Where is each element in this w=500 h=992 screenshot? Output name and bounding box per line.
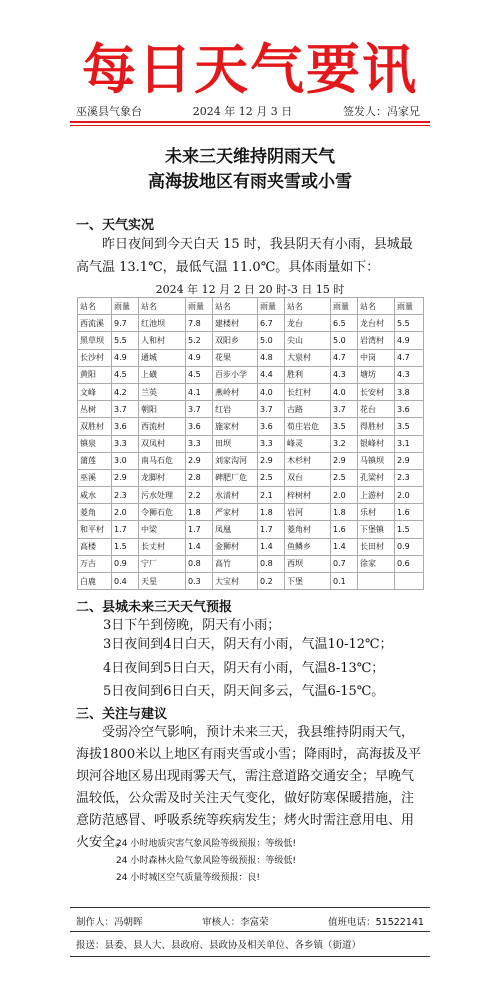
col-header-rainfall: 雨量 (112, 298, 139, 315)
rainfall-value: 2.9 (395, 452, 424, 469)
duty-phone: 值班电话：51522141 (328, 917, 424, 928)
rainfall-value: 1.6 (331, 521, 358, 538)
station-name: 刘家沟河 (213, 452, 258, 469)
rainfall-value: 5.2 (186, 332, 213, 349)
rainfall-value: 0.7 (331, 555, 358, 572)
rainfall-value: 3.3 (258, 435, 285, 452)
rainfall-value: 1.7 (112, 521, 139, 538)
footer-credits (76, 914, 424, 928)
table-row (78, 555, 424, 572)
col-header-station: 站名 (78, 298, 112, 315)
headline-line-2: 高海拔地区有雨夹雪或小雪 (148, 172, 352, 192)
rainfall-value: 0.8 (186, 555, 213, 572)
station-name: 中岗 (358, 349, 395, 366)
section-1-line: 昨日夜间到今天白天 15 时，我县阴天有小雨，县城最 (102, 237, 413, 252)
rainfall-value: 2.9 (331, 452, 358, 469)
station-name: 长田村 (358, 538, 395, 555)
issue-date: 2024 年 12 月 3 日 (192, 105, 293, 118)
rainfall-value: 3.7 (258, 401, 285, 418)
rainfall-value: 1.7 (186, 521, 213, 538)
forecast-item: 3日下午到傍晚，阴天有小雨； (103, 618, 281, 633)
rainfall-value: 5.0 (258, 332, 285, 349)
rainfall-value: 1.8 (186, 504, 213, 521)
bulletin-meta (76, 103, 420, 119)
forecast-item: 3日夜间到4日白天，阴天有小雨，气温10-12℃； (103, 637, 393, 652)
table-row (78, 332, 424, 349)
col-header-rainfall: 雨量 (395, 298, 424, 315)
rainfall-value: 4.3 (331, 366, 358, 383)
rainfall-value: 2.1 (258, 487, 285, 504)
section-3-title: 三、关注与建议 (76, 707, 168, 722)
station-name: 长丈村 (139, 538, 186, 555)
station-name: 高楼 (78, 538, 112, 555)
station-name: 田坝 (213, 435, 258, 452)
table-row (78, 573, 424, 590)
table-row (78, 487, 424, 504)
station-name: 文峰 (78, 383, 112, 400)
table-row (78, 315, 424, 332)
section-3-line: 受弱冷空气影响，预计未来三天，我县维持阴雨天气， (102, 725, 415, 740)
header-rule-thick (70, 121, 430, 123)
rainfall-value: 0.6 (395, 555, 424, 572)
station-name: 龙脚村 (139, 469, 186, 486)
table-row (78, 418, 424, 435)
rain-table-caption: 2024 年 12 月 2 日 20 时-3 日 15 时 (155, 283, 345, 296)
station-name: 黄阳 (78, 366, 112, 383)
col-header-station: 站名 (139, 298, 186, 315)
station-name: 宁厂 (139, 555, 186, 572)
station-name: 严家村 (213, 504, 258, 521)
station-name: 花果 (213, 349, 258, 366)
station-name: 污水处理 (139, 487, 186, 504)
rainfall-value: 5.5 (395, 315, 424, 332)
col-header-rainfall: 雨量 (331, 298, 358, 315)
station-name: 岩河 (285, 504, 331, 521)
station-name: 高竹 (213, 555, 258, 572)
table-row (78, 401, 424, 418)
station-name: 长红村 (285, 383, 331, 400)
station-name: 碑肥厂危 (213, 469, 258, 486)
station-name: 人和村 (139, 332, 186, 349)
rainfall-value: 0.8 (258, 555, 285, 572)
rainfall-value: 2.2 (186, 487, 213, 504)
maker: 制作人：冯朝晖 (76, 917, 143, 928)
rainfall-value: 4.9 (395, 332, 424, 349)
rainfall-value: 3.6 (395, 401, 424, 418)
rainfall-value: 2.9 (258, 452, 285, 469)
rainfall-value: 0.9 (395, 538, 424, 555)
station-name: 龙台村 (358, 315, 395, 332)
section-3-line: 意防范感冒、呼吸系统等疾病发生；烤火时需注意用电、用 (76, 813, 415, 828)
rainfall-value: 4.2 (112, 383, 139, 400)
rainfall-value: 3.1 (395, 435, 424, 452)
rainfall-value: 1.4 (331, 538, 358, 555)
station-name: 乐村 (358, 504, 395, 521)
rainfall-value: 0.9 (112, 555, 139, 572)
rainfall-value: 1.5 (395, 521, 424, 538)
rainfall-value: 4.0 (331, 383, 358, 400)
station-name: 中梁 (139, 521, 186, 538)
table-row (78, 366, 424, 383)
station-name: 孔梁村 (358, 469, 395, 486)
risk-note: 24 小时森林火险气象风险等级预报：等级低! (116, 856, 296, 866)
station-name: 黑草坝 (78, 332, 112, 349)
col-header-station: 站名 (285, 298, 331, 315)
station-name: 白鹿 (78, 573, 112, 590)
station-name: 尖山 (285, 332, 331, 349)
section-1-text (76, 233, 424, 279)
table-row (78, 538, 424, 555)
footer-rule-mid (70, 931, 430, 932)
rainfall-value: 0.3 (186, 573, 213, 590)
rainfall-value: 3.5 (395, 418, 424, 435)
rainfall-value: 3.7 (331, 401, 358, 418)
rainfall-value: 2.3 (395, 469, 424, 486)
rainfall-value: 9.7 (112, 315, 139, 332)
rainfall-value: 4.5 (186, 366, 213, 383)
rainfall-value: 4.4 (258, 366, 285, 383)
station-name: 上游村 (358, 487, 395, 504)
station-name: 胜利 (285, 366, 331, 383)
rainfall-value: 3.2 (331, 435, 358, 452)
rain-table-header (78, 298, 424, 315)
station-name: 鱼鳞乡 (285, 538, 331, 555)
section-3-line: 坝河谷地区易出现雨雾天气，需注意道路交通安全；早晚气 (76, 769, 415, 784)
col-header-rainfall: 雨量 (258, 298, 285, 315)
rainfall-value: 3.7 (112, 401, 139, 418)
rainfall-table (77, 297, 424, 590)
station-name: 和平村 (78, 521, 112, 538)
station-name: 长沙村 (78, 349, 112, 366)
station-name: 凤凰 (213, 521, 258, 538)
rainfall-value: 2.5 (258, 469, 285, 486)
station-name: 西流村 (139, 418, 186, 435)
station-name: 菱角 (78, 504, 112, 521)
station-name: 兰英 (139, 383, 186, 400)
station-name: 丛树 (78, 401, 112, 418)
rainfall-value: 3.3 (112, 435, 139, 452)
station-name: 金狮村 (213, 538, 258, 555)
station-name: 百步小学 (213, 366, 258, 383)
station-name: 巫溪 (78, 469, 112, 486)
station-name: 万古 (78, 555, 112, 572)
station-name: 龙台 (285, 315, 331, 332)
rainfall-value: 2.0 (331, 487, 358, 504)
station-name: 双胜村 (78, 418, 112, 435)
station-name: 古路 (285, 401, 331, 418)
rainfall-value: 7.8 (186, 315, 213, 332)
rainfall-value: 1.7 (258, 521, 285, 538)
station-name: 西流溪 (78, 315, 112, 332)
rainfall-value: 4.7 (395, 349, 424, 366)
section-3-line: 海拔1800米以上地区有雨夹雪或小雪；降雨时，高海拔及平 (76, 747, 422, 762)
rainfall-value: 3.7 (186, 401, 213, 418)
station-name: 木杉村 (285, 452, 331, 469)
rainfall-value: 0.4 (112, 573, 139, 590)
rainfall-value: 1.8 (258, 504, 285, 521)
station-name: 双阳乡 (213, 332, 258, 349)
rainfall-value: 1.8 (331, 504, 358, 521)
col-header-station: 站名 (358, 298, 395, 315)
table-row (78, 521, 424, 538)
table-row (78, 504, 424, 521)
section-3-line: 温较低，公众需及时关注天气变化，做好防寒保暖措施，注 (76, 791, 415, 806)
headline-line-1: 未来三天维持阴雨天气 (165, 147, 335, 167)
bulletin-banner-title: 每日天气要讯 (82, 38, 418, 101)
station-name: 菱角村 (285, 521, 331, 538)
station-name: 徐家 (358, 555, 395, 572)
station-name: 蒲莲 (78, 452, 112, 469)
rainfall-value: 1.6 (395, 504, 424, 521)
station-name: 通城 (139, 349, 186, 366)
station-name: 下堡 (285, 573, 331, 590)
rainfall-value: 3.6 (258, 418, 285, 435)
rainfall-value: 2.0 (112, 504, 139, 521)
station-name: 令狮石危 (139, 504, 186, 521)
rainfall-value: 3.6 (186, 418, 213, 435)
station-name: 朝阳 (139, 401, 186, 418)
station-name: 天星 (139, 573, 186, 590)
table-row (78, 383, 424, 400)
station-name: 荀庄岩危 (285, 418, 331, 435)
station-name: 银峰村 (358, 435, 395, 452)
station-name: 红池坝 (139, 315, 186, 332)
rainfall-value: 3.3 (186, 435, 213, 452)
rainfall-value: 2.5 (331, 469, 358, 486)
risk-note: 24 小时地质灾害气象风险等级预报：等级低! (116, 839, 296, 849)
rainfall-value: 4.0 (258, 383, 285, 400)
section-3-text (76, 722, 424, 854)
forecast-item: 4日夜间到5日白天，阴天有小雨，气温8-13℃； (103, 661, 385, 676)
section-1-line: 高气温 13.1℃，最低气温 11.0℃。具体雨量如下： (76, 260, 380, 275)
signer: 签发人：冯家兄 (342, 105, 420, 118)
issuing-station: 巫溪县气象台 (76, 105, 142, 118)
rainfall-value: 6.5 (331, 315, 358, 332)
station-name: 马镇坝 (358, 452, 395, 469)
rainfall-value: 2.9 (112, 469, 139, 486)
footer-rule-bottom (70, 956, 430, 957)
rainfall-value: 0.1 (331, 573, 358, 590)
section-1-title: 一、天气实况 (76, 218, 155, 233)
rainfall-value: 2.8 (186, 469, 213, 486)
station-name: 得胜村 (358, 418, 395, 435)
headline (0, 145, 500, 195)
station-name: 水清村 (213, 487, 258, 504)
rainfall-value: 2.0 (395, 487, 424, 504)
station-name: 花台 (358, 401, 395, 418)
rainfall-value: 4.1 (186, 383, 213, 400)
rainfall-value: 4.3 (395, 366, 424, 383)
rainfall-value: 3.0 (112, 452, 139, 469)
station-name: 上磺 (139, 366, 186, 383)
section-2-title: 二、县城未来三天天气预报 (76, 600, 233, 615)
table-row (78, 452, 424, 469)
station-name: 下堡镇 (358, 521, 395, 538)
rainfall-value: 5.0 (331, 332, 358, 349)
station-name: 梓树村 (285, 487, 331, 504)
rainfall-value: 4.7 (331, 349, 358, 366)
rainfall-value: 4.5 (112, 366, 139, 383)
rainfall-value (395, 573, 424, 590)
risk-note: 24 小时城区空气质量等级预报：良! (116, 873, 260, 883)
forecast-item: 5日夜间到6日白天，阴天间多云，气温6-15℃。 (103, 684, 385, 699)
col-header-station: 站名 (213, 298, 258, 315)
rainfall-value: 3.5 (331, 418, 358, 435)
rainfall-value: 6.7 (258, 315, 285, 332)
station-name: 双台 (285, 469, 331, 486)
rainfall-value: 0.2 (258, 573, 285, 590)
rainfall-value: 2.3 (112, 487, 139, 504)
header-rule-thin (70, 125, 430, 126)
station-name: 塘坊 (358, 366, 395, 383)
station-name: 建楼村 (213, 315, 258, 332)
station-name: 大宝村 (213, 573, 258, 590)
rainfall-value: 1.4 (186, 538, 213, 555)
table-row (78, 469, 424, 486)
station-name: 峰灵 (285, 435, 331, 452)
station-name: 咸水 (78, 487, 112, 504)
station-name: 西坝 (285, 555, 331, 572)
rainfall-value: 1.5 (112, 538, 139, 555)
distribution-list: 报送：县委、县人大、县政府、县政协及相关单位、各乡镇（街道） (76, 940, 362, 951)
rainfall-value: 3.6 (112, 418, 139, 435)
table-row (78, 349, 424, 366)
section-3-line: 火安全。 (76, 835, 129, 850)
station-name: 红岩 (213, 401, 258, 418)
station-name: 镇泉 (78, 435, 112, 452)
reviewer: 审核人：李富荣 (202, 917, 269, 928)
rainfall-value: 3.8 (395, 383, 424, 400)
rainfall-value: 4.8 (258, 349, 285, 366)
station-name: 施家村 (213, 418, 258, 435)
rainfall-value: 4.9 (186, 349, 213, 366)
table-row (78, 435, 424, 452)
footer-rule-top (70, 907, 430, 908)
rainfall-value: 1.4 (258, 538, 285, 555)
col-header-rainfall: 雨量 (186, 298, 213, 315)
station-name (358, 573, 395, 590)
rainfall-value: 5.5 (112, 332, 139, 349)
station-name: 大泉村 (285, 349, 331, 366)
station-name: 长安村 (358, 383, 395, 400)
rainfall-value: 4.9 (112, 349, 139, 366)
rainfall-value: 2.9 (186, 452, 213, 469)
station-name: 燕岭村 (213, 383, 258, 400)
station-name: 双凤村 (139, 435, 186, 452)
station-name: 南马石危 (139, 452, 186, 469)
station-name: 岩湾村 (358, 332, 395, 349)
